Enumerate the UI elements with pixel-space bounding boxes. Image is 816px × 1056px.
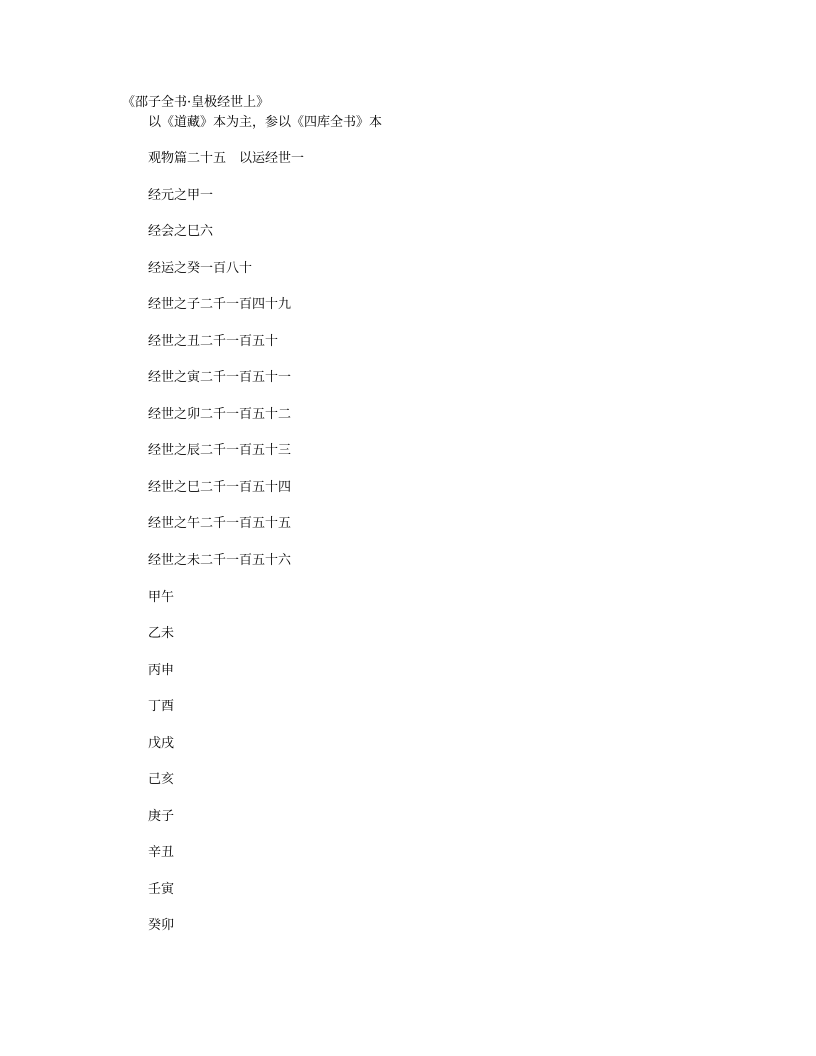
text-line: 经世之未二千一百五十六 [148,553,292,569]
document-subtitle: 以《道藏》本为主，参以《四库全书》本 [148,115,383,130]
document-title: 《邵子全书·皇极经世上》 [122,95,270,110]
text-line: 戊戌 [148,735,175,751]
text-line: 经世之丑二千一百五十 [148,333,279,349]
text-line: 壬寅 [148,881,175,897]
text-line: 经世之卯二千一百五十二 [148,406,292,422]
text-line: 经世之寅二千一百五十一 [148,370,292,386]
text-line: 丙申 [148,662,175,678]
text-line: 辛丑 [148,845,175,861]
text-line: 经元之甲一 [148,187,214,203]
text-line: 经世之子二千一百四十九 [148,297,292,313]
text-line: 己亥 [148,772,175,788]
text-line: 观物篇二十五 以运经世一 [148,151,305,166]
text-line: 甲午 [148,589,175,605]
text-lines [148,150,304,954]
text-line: 庚子 [148,808,175,824]
text-line: 乙未 [148,626,175,642]
text-line: 经世之巳二千一百五十四 [148,479,292,495]
text-line: 丁酉 [148,699,175,715]
text-line: 经世之午二千一百五十五 [148,516,292,532]
text-line: 经会之巳六 [148,224,214,240]
text-line: 经世之辰二千一百五十三 [148,443,292,459]
text-line: 经运之癸一百八十 [148,260,253,276]
text-line: 癸卯 [148,918,175,934]
